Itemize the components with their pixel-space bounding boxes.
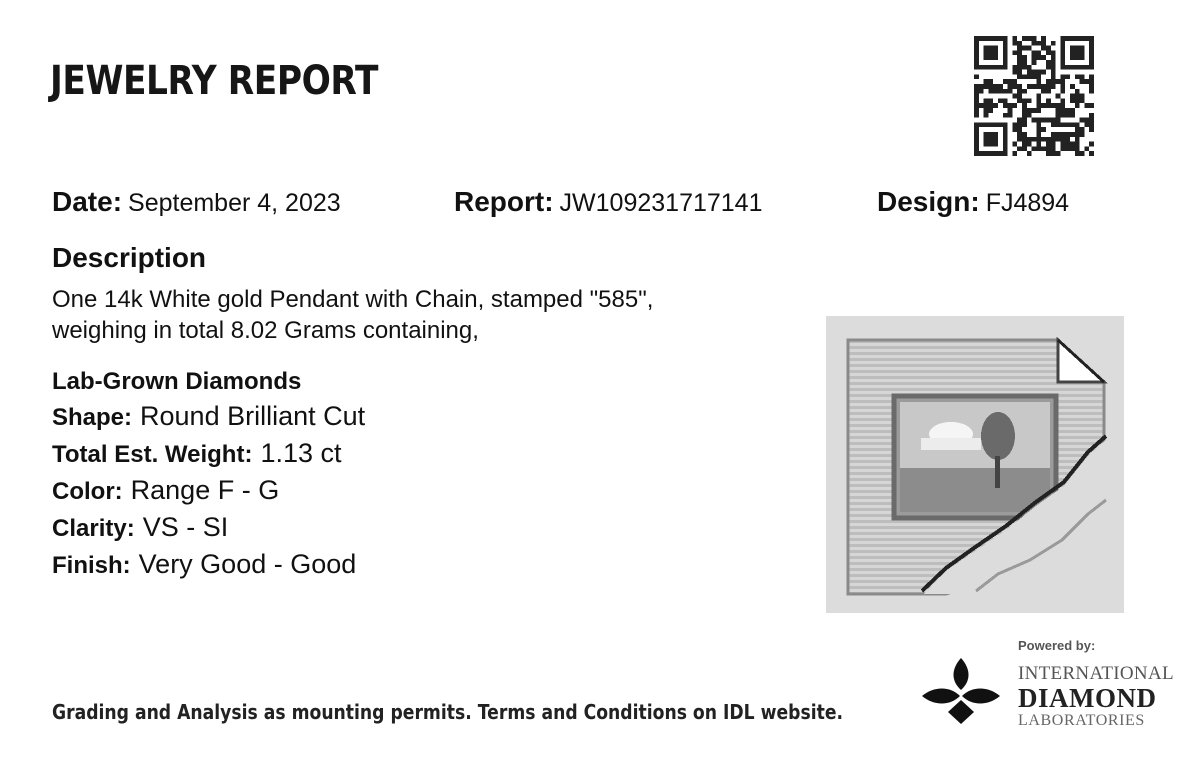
spec-label: Total Est. Weight: bbox=[52, 441, 253, 468]
design-value: FJ4894 bbox=[985, 189, 1070, 217]
spec-value: Round Brilliant Cut bbox=[140, 401, 366, 431]
spec-label: Clarity: bbox=[52, 515, 135, 542]
report-label: Report: bbox=[454, 186, 554, 217]
powered-by-label: Powered by: bbox=[1018, 638, 1096, 653]
description-text bbox=[52, 284, 812, 346]
date-field bbox=[52, 186, 341, 218]
spec-clarity bbox=[52, 512, 228, 543]
date-label: Date: bbox=[52, 186, 123, 217]
spec-value: 1.13 ct bbox=[260, 438, 342, 468]
terms-note: Grading and Analysis as mounting permits. Terms and Conditions on IDL website. bbox=[52, 700, 844, 724]
item-image-placeholder bbox=[826, 316, 1124, 613]
logo-line-laboratories: LABORATORIES bbox=[1018, 712, 1145, 729]
description-heading: Description bbox=[52, 242, 207, 273]
idl-logo-icon bbox=[920, 656, 1002, 726]
report-number-field bbox=[454, 186, 763, 218]
design-field bbox=[877, 186, 1069, 218]
logo-line-diamond: DIAMOND bbox=[1018, 683, 1157, 713]
qr-code-icon bbox=[974, 36, 1094, 156]
spec-label: Finish: bbox=[52, 552, 131, 579]
description-line: One 14k White gold Pendant with Chain, stamped "585", bbox=[52, 286, 654, 313]
spec-shape bbox=[52, 401, 365, 432]
spec-label: Shape: bbox=[52, 404, 133, 431]
report-value: JW109231717141 bbox=[559, 189, 763, 217]
date-value: September 4, 2023 bbox=[128, 189, 341, 217]
spec-finish bbox=[52, 549, 356, 580]
spec-value: Very Good - Good bbox=[138, 549, 357, 579]
logo-line-international: INTERNATIONAL bbox=[1018, 663, 1174, 684]
design-label: Design: bbox=[877, 186, 980, 217]
spec-value: VS - SI bbox=[142, 512, 229, 542]
description-line: weighing in total 8.02 Grams containing, bbox=[52, 317, 479, 344]
idl-logo-wordmark bbox=[1018, 664, 1174, 729]
spec-label: Color: bbox=[52, 478, 123, 505]
spec-color bbox=[52, 475, 279, 506]
broken-image-icon bbox=[826, 316, 1124, 613]
report-title: JEWELRY REPORT bbox=[50, 58, 378, 104]
stones-heading: Lab-Grown Diamonds bbox=[52, 368, 302, 395]
spec-value: Range F - G bbox=[130, 475, 280, 505]
spec-weight bbox=[52, 438, 342, 469]
